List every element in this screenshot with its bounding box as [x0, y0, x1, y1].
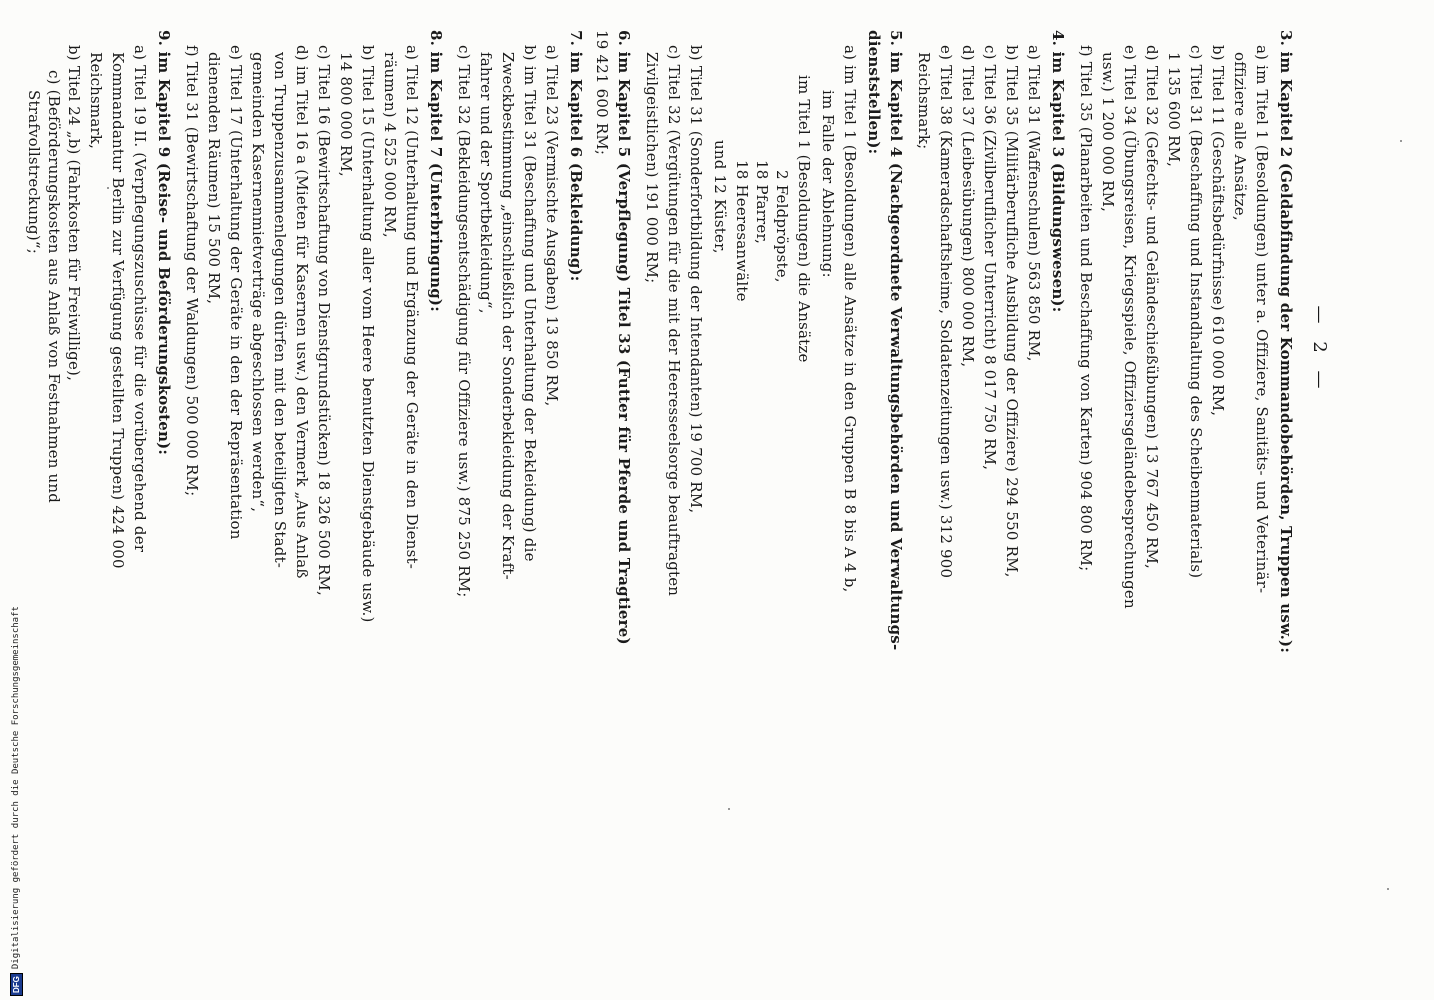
text-line: Kommandantur Berlin zur Verfügung gestellten Truppen) 424 000 [109, 52, 127, 569]
text-line: offiziere alle Ansätze, [1231, 52, 1249, 221]
text-line: von Truppenzusammenlegungen dürfen mit den beteiligten Stadt- [271, 52, 289, 569]
text-line: a) im Titel 1 (Besoldungen) unter a. Offiziere, Sanitäts- und Veterinär- [1253, 45, 1271, 594]
text-line: räumen) 4 525 000 RM, [381, 52, 399, 238]
text-line: f) Titel 35 (Planarbeiten und Beschaffung von Karten) 904 800 RM; [1077, 45, 1095, 572]
scan-speck [1400, 140, 1402, 142]
text-line: und 12 Küster, [711, 140, 729, 254]
text-line: usw.) 1 200 000 RM, [1099, 52, 1117, 213]
digitization-credit [2, 0, 30, 996]
text-line: e) Titel 17 (Unterhaltung der Geräte in den der Repräsentation [227, 45, 245, 540]
text-line: c) Titel 32 (Bekleidungsentschädigung für Offiziere usw.) 875 250 RM; [455, 45, 473, 598]
page-number: — 2 — [1309, 305, 1330, 395]
text-line: d) Titel 37 (Leibesübungen) 800 000 RM, [959, 45, 977, 368]
text-line: f) Titel 31 (Bewirtschaftung der Waldungen) 500 000 RM; [183, 45, 201, 497]
section-heading: 3. im Kapitel 2 (Geldabfindung der Kommandobehörden, Truppen usw.): [1277, 30, 1295, 654]
digitization-credit-text: Digitalisierung gefördert durch die Deutsche Forschungsgemeinschaft [11, 606, 21, 970]
text-line: b) Titel 24 „b) (Fahrkosten für Freiwillige), [65, 45, 83, 382]
text-line: a) Titel 31 (Waffenschulen) 563 850 RM, [1025, 45, 1043, 362]
section-heading: dienststellen): [865, 30, 883, 155]
section-heading: 7. im Kapitel 6 (Bekleidung): [567, 30, 585, 282]
text-line: Zweckbestimmung „einschließlich der Sonderbekleidung der Kraft- [499, 52, 517, 580]
text-line: c) Titel 31 (Beschaffung und Instandhaltung des Scheibenmaterials) [1187, 45, 1205, 579]
text-line: 18 Pfarrer, [753, 160, 771, 245]
text-line: dienenden Räumen) 15 500 RM, [205, 52, 223, 305]
section-heading: 4. im Kapitel 3 (Bildungswesen): [1049, 30, 1067, 313]
section-heading: 5. im Kapitel 4 (Nachgeordnete Verwaltungsbehörden und Verwaltungs- [887, 30, 905, 651]
text-line: a) im Titel 1 (Besoldungen) alle Ansätze in den Gruppen B 8 bis A 4 b, [841, 45, 859, 593]
text-line: a) Titel 23 (Vermischte Ausgaben) 13 850 RM, [543, 45, 561, 407]
section-heading: 9. im Kapitel 9 (Reise- und Beförderungskosten): [155, 30, 173, 456]
dfg-logo: DFG [10, 973, 23, 996]
text-line: 2 Feldpröpste, [773, 170, 791, 283]
text-line: c) Titel 16 (Bewirtschaftung von Dienstgrundstücken) 18 326 500 RM, [315, 45, 333, 596]
text-line: 14 800 000 RM, [337, 52, 355, 177]
text-line: Reichsmark, [87, 52, 105, 150]
text-line: im Falle der Ablehnung: [819, 90, 837, 278]
section-heading: 6. im Kapitel 5 (Verpflegung) Titel 33 (Futter für Pferde und Tragtiere) [615, 30, 633, 645]
text-line: d) Titel 32 (Gefechts- und Geländeschießübungen) 13 767 450 RM, [1143, 45, 1161, 570]
section-heading: 8. im Kapitel 7 (Unterbringung): [427, 30, 445, 312]
text-line: a) Titel 12 (Unterhaltung und Ergänzung der Geräte in den Dienst- [403, 45, 421, 570]
text-line: 19 421 600 RM; [593, 30, 611, 156]
document-page [25, 30, 1330, 960]
text-line: c) Titel 36 (Zivilberuflicher Unterricht) 8 017 750 RM, [981, 45, 999, 471]
text-line: c) (Beförderungskosten aus Anlaß von Festnahmen und [45, 70, 63, 504]
text-line: b) Titel 31 (Sonderfortbildung der Intendanten) 19 700 RM, [687, 45, 705, 514]
text-line: a) Titel 19 II. (Verpflegungszuschüsse für die vorübergehend der [131, 45, 149, 553]
scan-speck [1387, 888, 1389, 890]
text-line: Reichsmark; [915, 52, 933, 150]
text-line: e) Titel 38 (Kameradschaftsheime, Soldatenzeitungen usw.) 312 900 [937, 45, 955, 579]
scan-speck [728, 808, 730, 810]
text-line: b) im Titel 31 (Beschaffung und Unterhaltung der Bekleidung) die [521, 45, 539, 562]
text-line: e) Titel 34 (Übungsreisen, Kriegsspiele, Offiziersgeländebesprechungen [1121, 45, 1139, 609]
text-line: d) im Titel 16 a (Mieten für Kasernen usw.) den Vermerk „Aus Anlaß [293, 45, 311, 579]
text-line: Zivilgeistlichen) 191 000 RM; [643, 52, 661, 284]
text-line: Strafvollstreckung)“; [25, 90, 43, 255]
text-line: b) Titel 35 (Militärberufliche Ausbildung der Offiziere) 294 550 RM, [1003, 45, 1021, 578]
scan-speck [107, 187, 109, 189]
text-line: 1 135 600 RM, [1165, 52, 1183, 168]
text-line: b) Titel 11 (Geschäftsbedürfnisse) 610 000 RM, [1209, 45, 1227, 417]
text-line: c) Titel 32 (Vergütungen für die mit der Heeresseelsorge beauftragten [665, 45, 683, 597]
text-line: 18 Heeresanwälte [733, 160, 751, 302]
text-line: fahrer und der Sportbekleidung“, [477, 52, 495, 314]
text-line: gemeinden Kasernenmietverträge abgeschlossen werden“, [249, 52, 267, 513]
text-line: im Titel 1 (Besoldungen) die Ansätze [795, 75, 813, 363]
text-line: b) Titel 15 (Unterhaltung aller vom Heere benutzten Dienstgebäude usw.) [359, 45, 377, 623]
